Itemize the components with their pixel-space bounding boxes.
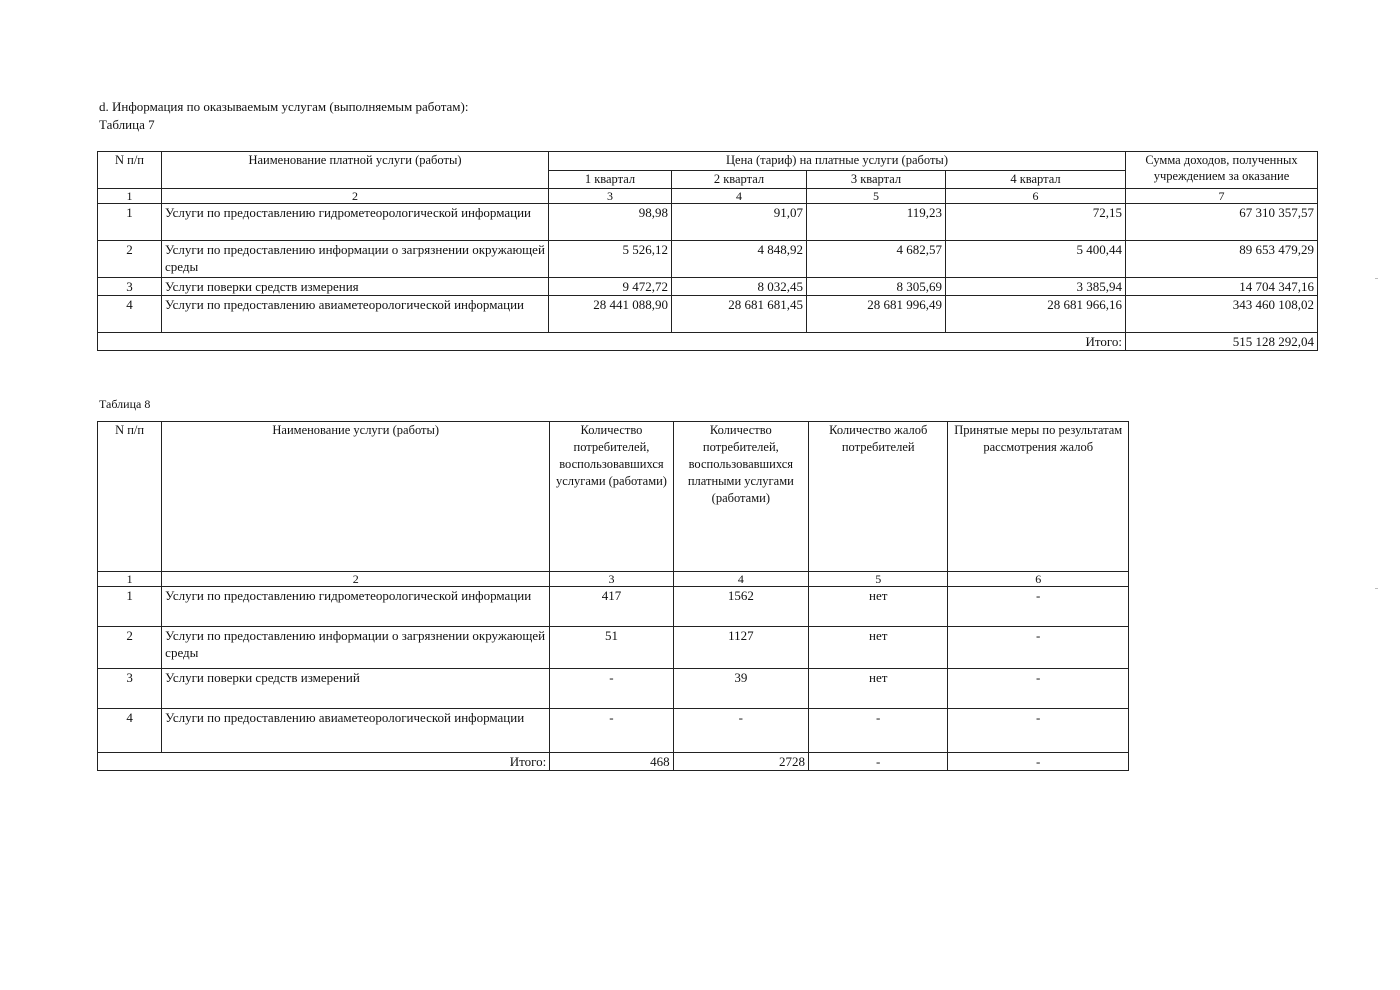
t7-header-q4: 4 квартал — [946, 171, 1126, 189]
t8-total-complaints: - — [809, 753, 948, 771]
t7-header-name: Наименование платной услуги (работы) — [162, 152, 549, 189]
t8-header-num: N п/п — [98, 422, 162, 572]
t8-row-complaints: нет — [809, 587, 948, 627]
t8-colnum: 3 — [550, 572, 673, 587]
t8-header-consumers: Количество потребителей, воспользовавшихся услугами (работами) — [550, 422, 673, 572]
t7-colnum: 7 — [1126, 189, 1318, 204]
t7-row-q4: 5 400,44 — [946, 241, 1126, 278]
t8-header-measures: Принятые меры по результатам рассмотрения жалоб — [948, 422, 1129, 572]
t7-row-q4: 28 681 966,16 — [946, 296, 1126, 333]
t7-row-q4: 72,15 — [946, 204, 1126, 241]
t8-header-name: Наименование услуги (работы) — [162, 422, 550, 572]
t7-total-label: Итого: — [98, 333, 1126, 351]
t8-row-name: Услуги поверки средств измерений — [162, 669, 550, 709]
t7-header-q1: 1 квартал — [549, 171, 672, 189]
table-row — [98, 296, 1318, 333]
t7-row-q1: 5 526,12 — [549, 241, 672, 278]
t7-total-value: 515 128 292,04 — [1126, 333, 1318, 351]
t8-row-paid: 1562 — [673, 587, 808, 627]
t7-colnum: 4 — [672, 189, 807, 204]
t7-row-name: Услуги по предоставлению информации о загрязнении окружающей среды — [162, 241, 549, 278]
t7-header-income: Сумма доходов, полученных учреждением за оказание — [1126, 152, 1318, 189]
t7-row-name: Услуги по предоставлению гидрометеорологической информации — [162, 204, 549, 241]
t8-colnum: 6 — [948, 572, 1129, 587]
table-row — [98, 587, 1129, 627]
t8-row-measures: - — [948, 669, 1129, 709]
t8-row-num: 4 — [98, 709, 162, 753]
t8-row-name: Услуги по предоставлению авиаметеорологической информации — [162, 709, 550, 753]
table-row — [98, 204, 1318, 241]
t7-row-name: Услуги поверки средств измерения — [162, 278, 549, 296]
t8-row-complaints: нет — [809, 669, 948, 709]
t8-row-num: 3 — [98, 669, 162, 709]
t7-total-row — [98, 333, 1318, 351]
t7-row-q3: 119,23 — [807, 204, 946, 241]
t8-row-measures: - — [948, 627, 1129, 669]
t7-colnum: 6 — [946, 189, 1126, 204]
t7-row-num: 3 — [98, 278, 162, 296]
t7-header-q2: 2 квартал — [672, 171, 807, 189]
t7-row-num: 4 — [98, 296, 162, 333]
t7-row-q2: 4 848,92 — [672, 241, 807, 278]
t8-row-complaints: - — [809, 709, 948, 753]
t7-row-q1: 28 441 088,90 — [549, 296, 672, 333]
t7-row-sum: 67 310 357,57 — [1126, 204, 1318, 241]
t7-colnum: 5 — [807, 189, 946, 204]
table-row — [98, 709, 1129, 753]
t8-row-complaints: нет — [809, 627, 948, 669]
table-7 — [97, 151, 1318, 351]
table8-caption: Таблица 8 — [99, 397, 151, 411]
t8-colnum: 2 — [162, 572, 550, 587]
t7-colnum: 1 — [98, 189, 162, 204]
t8-total-label: Итого: — [98, 753, 550, 771]
t8-row-name: Услуги по предоставлению гидрометеорологической информации — [162, 587, 550, 627]
table-row — [98, 278, 1318, 296]
table-row — [98, 669, 1129, 709]
t7-colnum: 3 — [549, 189, 672, 204]
section-title: d. Информация по оказываемым услугам (выполняемым работам): — [99, 99, 469, 114]
t7-header-q3: 3 квартал — [807, 171, 946, 189]
table-8 — [97, 421, 1129, 771]
t8-total-consumers: 468 — [550, 753, 673, 771]
t8-row-measures: - — [948, 709, 1129, 753]
t7-header-num: N п/п — [98, 152, 162, 189]
t7-header-price: Цена (тариф) на платные услуги (работы) — [549, 152, 1126, 171]
table-row — [98, 241, 1318, 278]
t8-total-row — [98, 753, 1129, 771]
t7-row-sum: 343 460 108,02 — [1126, 296, 1318, 333]
t7-row-sum: 89 653 479,29 — [1126, 241, 1318, 278]
t8-row-measures: - — [948, 587, 1129, 627]
t7-row-q2: 28 681 681,45 — [672, 296, 807, 333]
t7-row-q3: 4 682,57 — [807, 241, 946, 278]
t8-row-paid: 1127 — [673, 627, 808, 669]
t8-row-paid: 39 — [673, 669, 808, 709]
t7-colnum: 2 — [162, 189, 549, 204]
table-row — [98, 627, 1129, 669]
t8-colnum: 5 — [809, 572, 948, 587]
t8-row-paid: - — [673, 709, 808, 753]
t8-row-consumers: 51 — [550, 627, 673, 669]
t8-row-name: Услуги по предоставлению информации о загрязнении окружающей среды — [162, 627, 550, 669]
t8-colnum: 1 — [98, 572, 162, 587]
t7-row-sum: 14 704 347,16 — [1126, 278, 1318, 296]
t7-row-q2: 8 032,45 — [672, 278, 807, 296]
t7-row-name: Услуги по предоставлению авиаметеорологической информации — [162, 296, 549, 333]
t7-row-q2: 91,07 — [672, 204, 807, 241]
t7-row-num: 1 — [98, 204, 162, 241]
t8-row-consumers: - — [550, 669, 673, 709]
table7-caption: Таблица 7 — [99, 117, 155, 132]
t8-total-measures: - — [948, 753, 1129, 771]
t8-total-paid: 2728 — [673, 753, 808, 771]
scan-speck — [1375, 588, 1378, 589]
t8-row-consumers: 417 — [550, 587, 673, 627]
t7-row-q3: 28 681 996,49 — [807, 296, 946, 333]
t8-colnum: 4 — [673, 572, 808, 587]
t8-row-num: 2 — [98, 627, 162, 669]
document-heading — [99, 98, 468, 134]
t7-row-q1: 98,98 — [549, 204, 672, 241]
t7-row-q4: 3 385,94 — [946, 278, 1126, 296]
t8-row-consumers: - — [550, 709, 673, 753]
t7-row-q1: 9 472,72 — [549, 278, 672, 296]
t8-header-paid-consumers: Количество потребителей, воспользовавшихся платными услугами (работами) — [673, 422, 808, 572]
t7-row-num: 2 — [98, 241, 162, 278]
t8-header-complaints: Количество жалоб потребителей — [809, 422, 948, 572]
scan-speck — [1375, 278, 1378, 279]
t8-row-num: 1 — [98, 587, 162, 627]
t7-row-q3: 8 305,69 — [807, 278, 946, 296]
